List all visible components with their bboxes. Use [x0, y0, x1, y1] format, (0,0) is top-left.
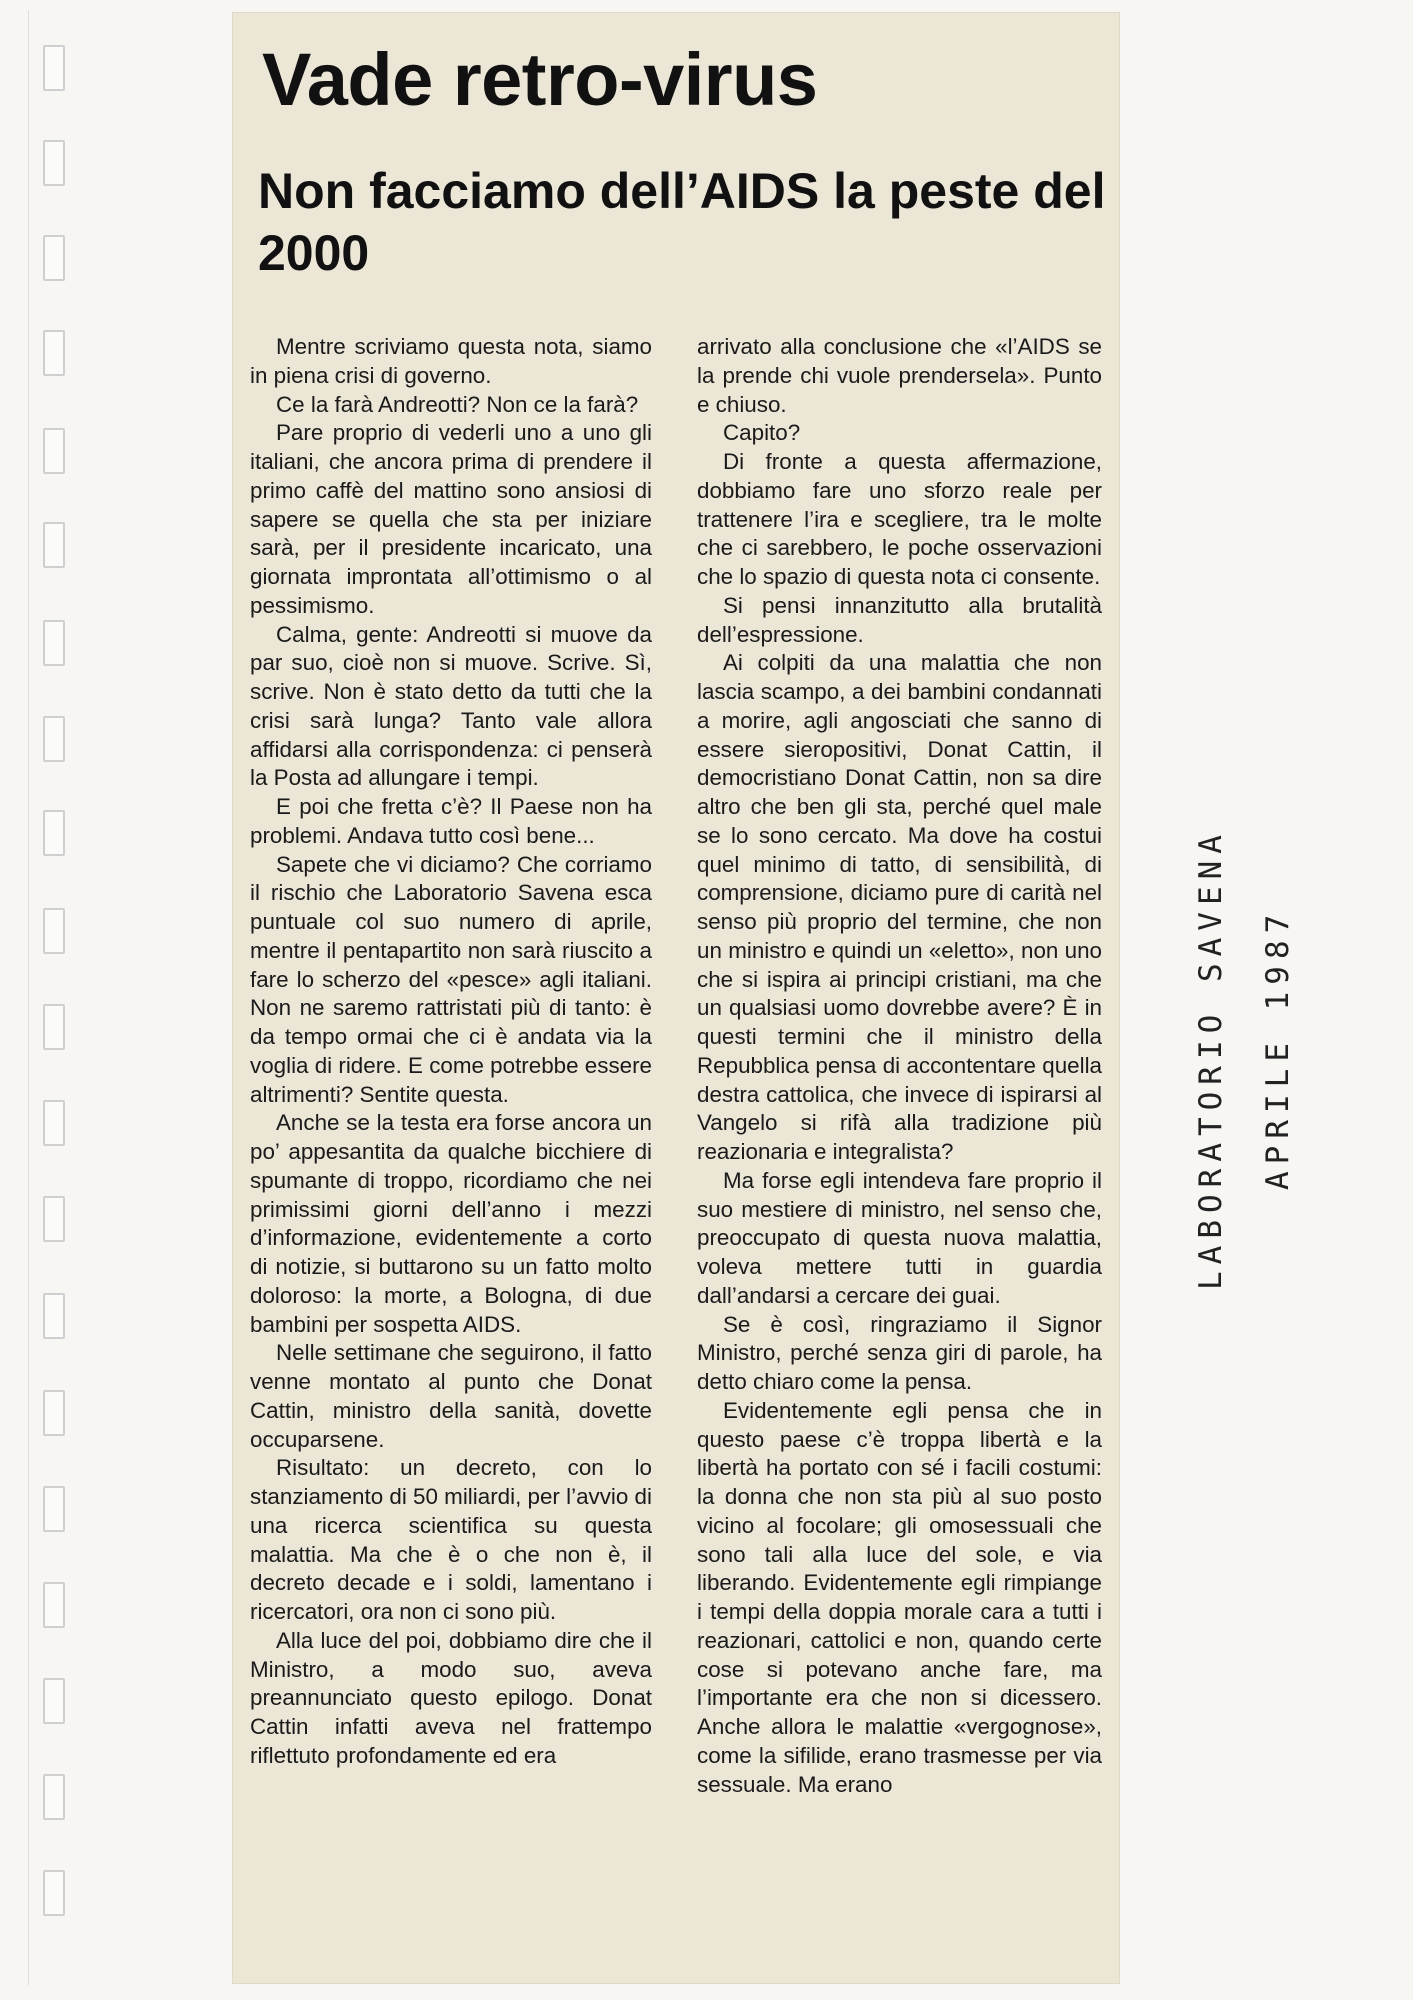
binder-hole [43, 330, 65, 376]
binder-hole [43, 522, 65, 568]
article-paragraph: Capito? [723, 420, 801, 446]
article-subheadline: Non facciamo dell’AIDS la peste del 2000 [258, 163, 1106, 281]
article-paragraph: Sapete che vi diciamo? Che corriamo il rischio che Laboratorio Savena esca puntuale col suo numero di aprile, mentre il pentapartito non sarà riuscito a fare lo scherzo del «pesce» agli italiani. Non ne saremo rattristati più di tanto: è da tempo ormai che ci è andata via la voglia di ridere. E come potrebbe essere altrimenti? Sentite questa. [250, 851, 653, 1107]
article-paragraph: Ai colpiti da una malattia che non lascia scampo, a dei bambini condannati a morire, agli angosciati che sanno di essere sieropositivi, Donat Cattin, il democristiano Donat Cattin, non sa dire altro che ben gli sta, perché quel male se lo sono cercato. Ma dove ha costui quel minimo di tatto, di sensibilità, di comprensione, diciamo pure di carità nel senso più proprio del termine, che non un ministro e quindi un «eletto», non uno che si ispira ai principi cristiani, ma che un qualsiasi uomo dovrebbe avere? È in questi termini che il ministro della Repubblica pensa di accontentare quella destra cattolica, che invece di ispirarsi al Vangelo si rifà alla tradizione più reazionaria e integralista? [697, 650, 1102, 1164]
binder-hole [43, 235, 65, 281]
binder-hole [43, 716, 65, 762]
binder-hole [43, 1293, 65, 1339]
article-paragraph: Ma forse egli intendeva fare proprio il suo mestiere di ministro, nel senso che, preoccupato di questa nuova malattia, voleva mettere tutti in guardia dall’andarsi a cercare dei guai. [697, 1167, 1102, 1308]
binder-hole [43, 908, 65, 954]
binder-hole [43, 1582, 65, 1628]
article-paragraph: Evidentemente egli pensa che in questo paese c’è troppa libertà e la libertà ha portato con sé i facili costumi: la donna che non sta più al suo posto vicino al focolare; gli omosessuali che sono tali alla luce del sole, e via liberando. Evidentemente egli rimpiange i tempi della doppia morale cara a tutti i reazionari, cattolici e non, quando certe cose si potevano anche fare, ma l’importante era che non si dicessero. Anche allora le malattie «vergognose», come la sifilide, erano trasmesse per via sessuale. Ma erano [697, 1397, 1102, 1797]
binder-hole [43, 620, 65, 666]
article-paragraph: Risultato: un decreto, con lo stanziamento di 50 miliardi, per l’avvio di una ricerca scientifica su questa malattia. Ma che è o che non è, il decreto decade e i soldi, lamentano i ricercatori, ora non ci sono più. [250, 1455, 652, 1624]
article-paragraph: E poi che fretta c’è? Il Paese non ha problemi. Andava tutto così bene... [250, 794, 652, 848]
article-column-left [250, 333, 652, 1771]
binder-hole [43, 1774, 65, 1820]
article-paragraph: Se è così, ringraziamo il Signor Ministro, perché senza giri di parole, ha detto chiaro come la pensa. [697, 1311, 1102, 1394]
article-paragraph: Nelle settimane che seguirono, il fatto venne montato al punto che Donat Cattin, ministro della sanità, dovette occuparsene. [250, 1340, 652, 1452]
binder-hole [43, 45, 65, 91]
article-paragraph: Anche se la testa era forse ancora un po’ appesantita da qualche bicchiere di spumante di troppo, ricordiamo che nei primissimi giorni dell’anno i mezzi d’informazione, evidentemente a corto di notizie, si buttarono su un fatto molto doloroso: la morte, a Bologna, di due bambini per sospetta AIDS. [250, 1110, 652, 1337]
article-paragraph: Pare proprio di vederli uno a uno gli italiani, che ancora prima di prendere il primo caffè del mattino sono ansiosi di sapere se quella che sta per iniziare sarà, per il presidente incaricato, una giornata improntata all’ottimismo o al pessimismo. [250, 420, 652, 618]
annotation-publication: LABORATORIO SAVENA [1193, 828, 1229, 1290]
binder-hole [43, 1870, 65, 1916]
binder-hole [43, 1390, 65, 1436]
binder-hole [43, 140, 65, 186]
article-paragraph: Mentre scriviamo questa nota, siamo in piena crisi di governo. [250, 334, 652, 388]
binder-hole [43, 1004, 65, 1050]
article-paragraph: arrivato alla conclusione che «l’AIDS se la prende chi vuole prendersela». Punto e chiuso. [697, 334, 1102, 417]
annotation-date: APRILE 1987 [1260, 907, 1296, 1190]
article-paragraph: Alla luce del poi, dobbiamo dire che il Ministro, a modo suo, aveva preannunciato questo epilogo. Donat Cattin infatti aveva nel frattempo riflettuto profondamente ed era [250, 1627, 652, 1768]
handwritten-annotation [1155, 790, 1355, 1310]
article-paragraph: Ce la farà Andreotti? Non ce la farà? [276, 391, 639, 417]
article-column-right [697, 333, 1102, 1799]
binder-hole [43, 1196, 65, 1242]
binder-hole [43, 428, 65, 474]
article-paragraph: Si pensi innanzitutto alla brutalità dell’espressione. [697, 592, 1102, 647]
article-headline: Vade retro-virus [262, 38, 818, 121]
binder-hole [43, 1100, 65, 1146]
binder-hole [43, 1678, 65, 1724]
binder-hole-strip [28, 10, 89, 1985]
binder-hole [43, 810, 65, 856]
binder-hole [43, 1486, 65, 1532]
article-paragraph: Calma, gente: Andreotti si muove da par suo, cioè non si muove. Scrive. Sì, scrive. Non è stato detto da tutti che la crisi sarà lunga? Tanto vale allora affidarsi alla corrispondenza: ci penserà la Posta ad allungare i tempi. [250, 621, 652, 791]
article-paragraph: Di fronte a questa affermazione, dobbiamo fare uno sforzo reale per trattenere l’ira e scegliere, tra le molte che ci sarebbero, le poche osservazioni che lo spazio di questa nota ci consente. [697, 449, 1102, 589]
